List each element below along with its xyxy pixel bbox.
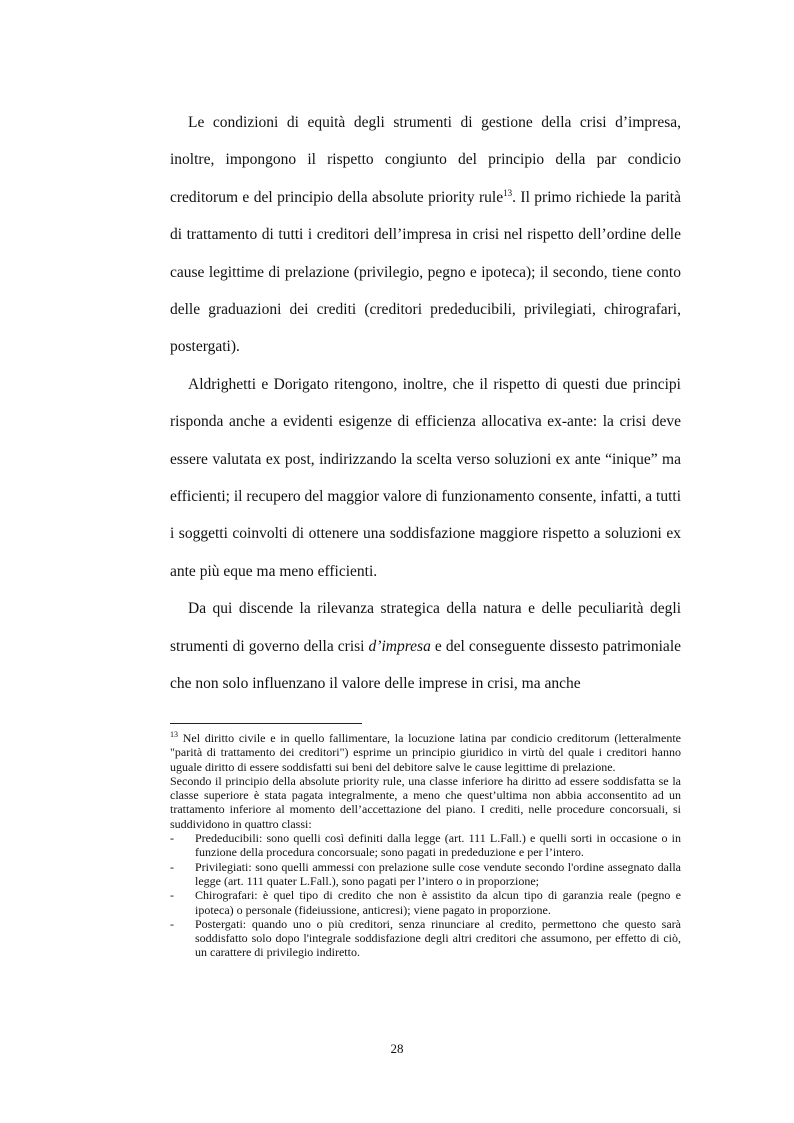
footnote-paragraph-2: Secondo il principio della absolute priority rule, una classe inferiore ha diritto ad essere soddisfatta se la classe superiore è stata pagata integralmente, a meno che quest’ultima non abbia acconsentito ad un trattamento inferiore al momento dell’accettazione del piano. I crediti, nelle procedure concorsuali, si suddividono in quattro classi: — [170, 773, 681, 831]
paragraph-1-text-b: . Il primo richiede la parità di trattamento di tutti i creditori dell’impresa in crisi nel rispetto dell’ordine delle cause legittime di prelazione (privilegio, pegno e ipoteca); il secondo, tiene conto delle graduazioni dei crediti (creditori prededucibili, privilegiati, chirografari, postergati). — [170, 188, 681, 356]
paragraph-3-italic: d’impresa — [368, 637, 431, 655]
paragraph-1-text-a: Le condizioni di equità degli strumenti di gestione della crisi d’impresa, inoltre, impongono il rispetto congiunto del principio della par condicio creditorum e del principio della absolute priority rule — [170, 114, 681, 206]
credit-classes-list — [170, 831, 681, 960]
list-item-text: Postergati: quando uno o più creditori, senza rinunciare al credito, permettono che questo sarà soddisfatto solo dopo l'integrale soddisfazione degli altri creditori che assumono, per effetto di ciò, un carattere di privilegio indiretto. — [195, 916, 681, 960]
list-dash: - — [170, 888, 174, 903]
paragraph-3-text-a: Da qui discende la rilevanza strategica della natura e delle peculiarità degli strumenti di governo della crisi — [170, 600, 681, 655]
list-item — [170, 888, 681, 917]
paragraph-3 — [170, 590, 681, 702]
body-text — [170, 104, 681, 703]
paragraph-3-text-b: e del conseguente dissesto patrimoniale che non solo influenzano il valore delle imprese in crisi, ma anche — [170, 637, 681, 693]
list-item — [170, 917, 681, 960]
list-item-text: Chirografari: è quel tipo di credito che non è assistito da alcun tipo di garanzia reale (pegno e ipoteca) o personale (fideiussione, anticresi); viene pagato in proporzione. — [195, 888, 681, 917]
footnote-text-1: Nel diritto civile e in quello fallimentare, la locuzione latina par condicio creditorum (letteralmente "parità di trattamento dei creditori") esprime un principio giuridico in virtù del quale i creditori hanno uguale diritto di essere soddisfatti sui beni del debitore salve le cause legittime di prelazione. — [170, 731, 681, 774]
list-item-text: Privilegiati: sono quelli ammessi con prelazione sulle cose vendute secondo l'ordine assegnato dalla legge (art. 111 quater L.Fall.), sono pagati per l’intero o in proporzione; — [195, 859, 681, 888]
paragraph-1 — [170, 104, 681, 366]
footnotes — [170, 731, 681, 960]
list-dash: - — [170, 859, 174, 874]
list-dash: - — [170, 916, 174, 931]
list-item-text: Prededucibili: sono quelli così definiti dalla legge (art. 111 L.Fall.) e quelli sorti in occasione o in funzione della procedura concorsuale; sono pagati in prededuzione e per l’intero. — [195, 831, 681, 860]
footnote-separator — [170, 723, 362, 724]
list-item — [170, 831, 681, 860]
footnote-number: 13 — [170, 730, 178, 739]
paragraph-2: Aldrighetti e Dorigato ritengono, inoltre, che il rispetto di questi due principi risponda anche a evidenti esigenze di efficienza allocativa ex-ante: la crisi deve essere valutata ex post, indirizzando la scelta verso soluzioni ex ante “inique” ma efficienti; il recupero del maggior valore di funzionamento consente, infatti, a tutti i soggetti coinvolti di ottenere una soddisfazione maggiore rispetto a soluzioni ex ante più eque ma meno efficienti. — [170, 375, 681, 580]
footnote-paragraph-1 — [170, 731, 681, 774]
list-item — [170, 860, 681, 889]
footnote-reference: 13 — [503, 187, 513, 198]
page-number: 28 — [390, 1041, 404, 1056]
list-dash: - — [170, 831, 174, 846]
